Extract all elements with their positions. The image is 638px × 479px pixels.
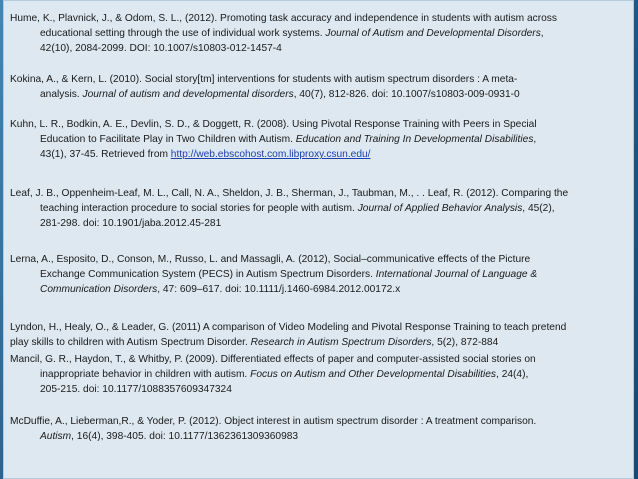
journal-title: Education and Training In Developmental Disabilities [295,134,534,146]
reference-line [10,320,632,335]
reference-line [10,267,632,282]
reference-line [10,414,632,429]
reference-text: analysis. [40,89,83,101]
reference-item [10,320,632,350]
reference-item [10,117,632,163]
reference-text: , 24(4), [496,369,529,381]
reference-text: inappropriate behavior in children with autism. [40,369,251,381]
reference-text: 205-215. doi: 10.1177/1088357609347324 [40,384,232,396]
reference-line [10,87,632,102]
reference-line [10,41,632,56]
reference-text: 42(10), 2084-2099. DOI: 10.1007/s10803-012-1457-4 [40,43,282,55]
journal-title: Journal of autism and developmental disorders [82,89,294,101]
reference-text: educational setting through the use of individual work systems. [40,28,326,40]
reference-text: , 47: 609–617. doi: 10.1111/j.1460-6984.2012.00172.x [157,284,401,296]
reference-item [10,352,632,398]
journal-title: Communication Disorders [40,284,158,296]
reference-text: Kuhn, L. R., Bodkin, A. E., Devlin, S. D., & Doggett, R. (2008). Using Pivotal Response Training with Peers in Special [10,119,537,130]
journal-title: Journal of Autism and Developmental Disorders [325,28,541,40]
reference-text: Lyndon, H., Healy, O., & Leader, G. (2011) A comparison of Video Modeling and Pivotal Response Training to teach pretend [10,322,567,333]
reference-text: McDuffie, A., Lieberman,R., & Yoder, P. (2012). Object interest in autism spectrum disorder : A treatment comparison. [10,416,537,427]
reference-text: , 45(2), [522,203,555,215]
reference-line [10,72,632,87]
reference-line [10,132,632,147]
journal-title: Autism [40,431,72,443]
reference-line [10,382,632,397]
reference-line [10,147,632,162]
reference-line [10,352,632,367]
reference-text: Leaf, J. B., Oppenheim-Leaf, M. L., Call, N. A., Sheldon, J. B., Sherman, J., Taubman, M., . . Leaf, R. (2012). Comparing the [10,188,569,199]
reference-line [10,26,632,41]
reference-text: Lerna, A., Esposito, D., Conson, M., Russo, L. and Massagli, A. (2012), Social–communicative effects of the Picture [10,254,531,265]
reference-link[interactable]: http://web.ebscohost.com.libproxy.csun.edu/ [170,149,371,161]
reference-line [10,201,632,216]
journal-title: Research in Autism Spectrum Disorders [250,337,432,349]
reference-text: Hume, K., Plavnick, J., & Odom, S. L., (2012). Promoting task accuracy and independence in students with autism across [10,13,557,24]
reference-line [10,335,632,350]
reference-text: , 5(2), 872-884 [431,337,499,349]
reference-line [10,216,632,231]
reference-text: , 16(4), 398-405. doi: 10.1177/1362361309360983 [71,431,299,443]
reference-line [10,11,632,26]
reference-line [10,282,632,297]
journal-title: Journal of Applied Behavior Analysis [357,203,523,215]
reference-line [10,117,632,132]
reference-text: 43(1), 37-45. Retrieved from [40,149,171,161]
reference-text: 281-298. doi: 10.1901/jaba.2012.45-281 [40,218,222,230]
reference-text: Exchange Communication System (PECS) in Autism Spectrum Disorders. [40,269,376,281]
reference-text: , [533,134,537,146]
reference-line [10,252,632,267]
reference-text: play skills to children with Autism Spectrum Disorder. [10,337,251,349]
reference-text: Kokina, A., & Kern, L. (2010). Social story[tm] interventions for students with autism spectrum disorders : A meta- [10,74,518,85]
reference-item [10,72,632,102]
reference-text: , 40(7), 812-826. doi: 10.1007/s10803-009-0931-0 [293,89,520,101]
reference-text: Education to Facilitate Play in Two Children with Autism. [40,134,296,146]
reference-text: teaching interaction procedure to social stories for people with autism. [40,203,358,215]
reference-text: Mancil, G. R., Haydon, T., & Whitby, P. (2009). Differentiated effects of paper and computer-assisted social stories on [10,354,536,365]
reference-line [10,186,632,201]
journal-title: International Journal of Language & [375,269,538,281]
reference-text: , [540,28,544,40]
reference-line [10,367,632,382]
journal-title: Focus on Autism and Other Developmental Disabilities [250,369,497,381]
reference-line [10,429,632,444]
reference-item [10,414,632,444]
reference-item [10,11,632,57]
reference-item [10,252,632,298]
slide-content [3,0,634,479]
reference-item [10,186,632,232]
